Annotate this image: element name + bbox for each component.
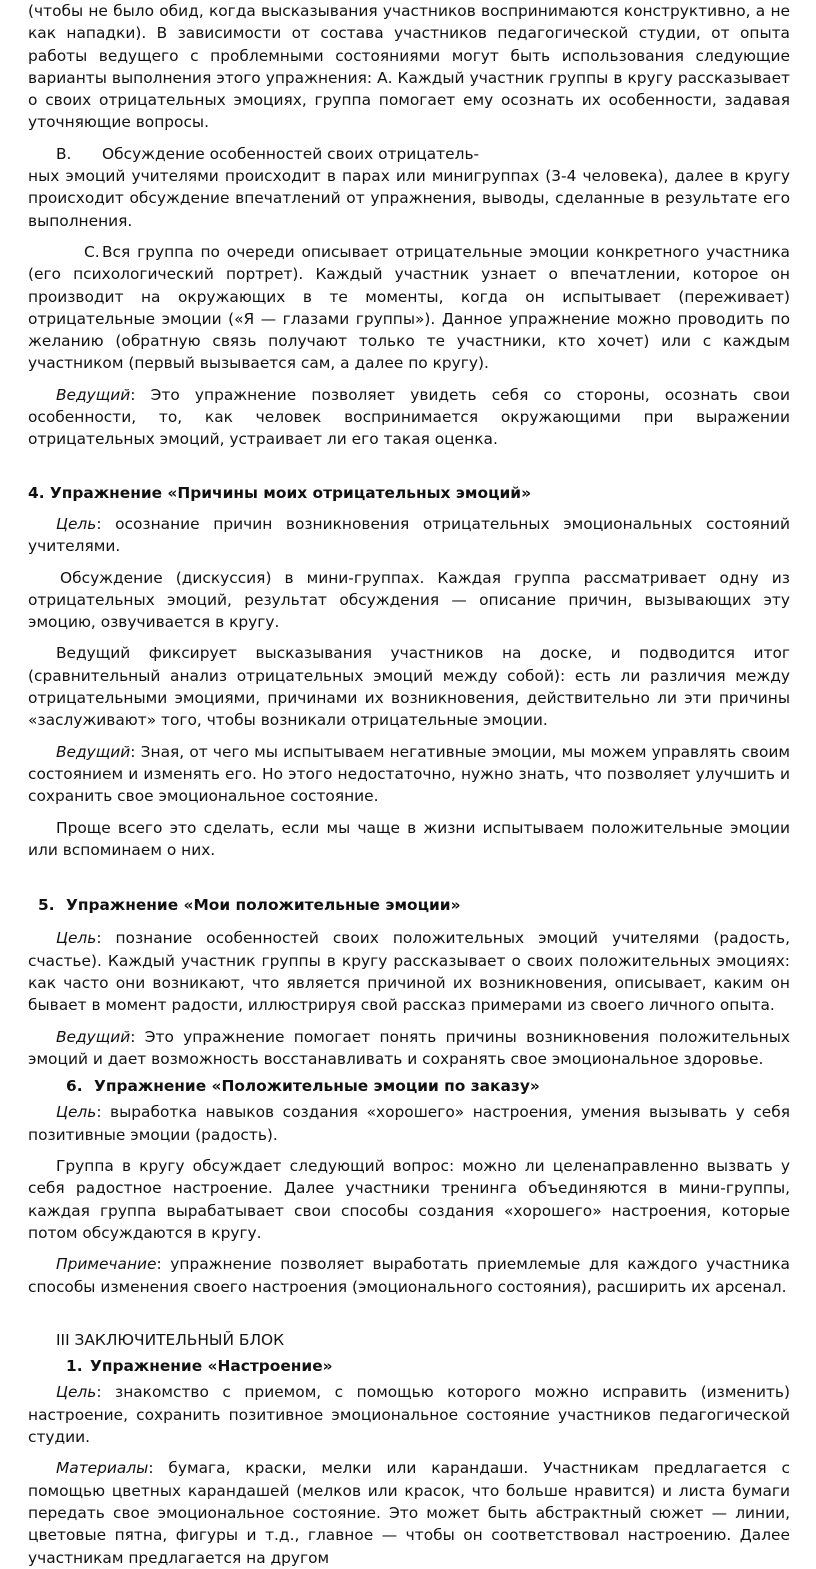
paragraph-note-6	[28, 1253, 790, 1298]
heading-exercise-5	[28, 894, 790, 916]
heading-title: Упражнение «Настроение»	[90, 1357, 333, 1376]
goal-text: : осознание причин возникновения отрицательных эмоциональных состояний учителями.	[28, 514, 790, 556]
variant-c-label: С.	[84, 242, 100, 261]
variant-b-first-line: Обсуждение особенностей своих отрицатель-	[102, 144, 480, 163]
paragraph-variants-intro: (чтобы не было обид, когда высказывания участников воспринимаются конструктивно, а не как нападки). В зависимости от состава участников педагогической студии, от опыта работы ведущего с проблемными состояниями могут быть использования следующие варианты выполнения этого упражнения: А. Каждый участник группы в кругу рассказывает о своих отрицательных эмоциях, группа помогает ему осознать их особенности, задавая уточняющие вопросы.	[28, 2, 790, 132]
paragraph-leader-fixes-4: Ведущий фиксирует высказывания участников на доске, и подводится итог (сравнительный анализ отрицательных эмоций между собой): есть ли различия между отрицательными эмоциями, причинами их возникновения, действительно ли эти причины «заслуживают» того, чтобы возникали отрицательные эмоции.	[28, 644, 790, 730]
paragraph-leader-5	[28, 1026, 790, 1071]
note-label: Примечание	[56, 1255, 157, 1274]
block-3-title: III ЗАКЛЮЧИТЕЛЬНЫЙ БЛОК	[56, 1330, 285, 1349]
paragraph-variant-b	[28, 143, 790, 165]
paragraph-goal-4	[28, 513, 790, 558]
paragraph-goal-final-1	[28, 1381, 790, 1448]
heading-number: 1.	[66, 1357, 83, 1376]
goal-label: Цель	[56, 929, 97, 948]
leader-label: Ведущий	[56, 1027, 131, 1046]
variant-c-text: Вся группа по очереди описывает отрицательные эмоции конкретного участника (его психологический портрет). Каждый участник узнает о впечатлении, которое он производит на окружающих в те моменты, когда он испытывает (переживает) отрицательные эмоции («Я — глазами группы»). Данное упражнение можно проводить по желанию (обратную связь получают только те участники, кто хочет) или с каждым участником (первый вызывается сам, а далее по кругу).	[28, 242, 790, 373]
materials-label: Материалы	[56, 1459, 149, 1478]
heading-exercise-6	[28, 1075, 790, 1097]
heading-final-exercise-1	[28, 1355, 790, 1377]
leader-text: : Это упражнение помогает понять причины возникновения положительных эмоций и дает возможность восстанавливать и сохранять свое эмоциональное здоровье.	[28, 1027, 790, 1068]
note-text: : упражнение позволяет выработать приемлемые для каждого участника способы изменения своего настроения (эмоционального состояния), расширить их арсенал.	[28, 1255, 790, 1296]
heading-number: 6.	[66, 1077, 83, 1096]
paragraph-simplest-way: Проще всего это сделать, если мы чаще в жизни испытываем положительные эмоции или вспоминаем о них.	[28, 818, 790, 859]
paragraph-group-6: Группа в кругу обсуждает следующий вопрос: можно ли целенаправленно вызвать у себя радостное настроение. Далее участники тренинга объединяются в мини-группы, каждая группа вырабатывает свои способы создания «хорошего» настроения, которые потом обсуждаются в кругу.	[28, 1157, 790, 1242]
heading-title: Упражнение «Мои положительные эмоции»	[66, 896, 461, 915]
leader-label: Ведущий	[56, 385, 131, 404]
materials-text: : бумага, краски, мелки или карандаши. Участникам предлагается с помощью цветных карандашей (мелков или красок, что больше нравится) и листа бумаги передать свое эмоциональное состояние. Это может быть абстрактный сюжет — линии, цветовые пятна, фигуры и т.д., главное — чтобы он соответствовал настроению. Далее участникам предлагается на другом	[28, 1459, 790, 1567]
variant-b-label: В.	[56, 144, 72, 163]
heading-number: 5.	[38, 896, 55, 915]
goal-text: : выработка навыков создания «хорошего» настроения, умения вызывать у себя позитивные эмоции (радость).	[28, 1103, 790, 1144]
goal-text: : познание особенностей своих положительных эмоций учителями (радость, счастье). Каждый участник группы в кругу рассказывает о своих положительных эмоциях: как часто они возникают, что является причиной их возникновения, описывает, каким он бывает в момент радости, иллюстрируя свой рассказ примерами из своего личного опыта.	[28, 929, 790, 1015]
paragraph-goal-6	[28, 1101, 790, 1146]
paragraph-leader-4	[28, 741, 790, 808]
goal-label: Цель	[56, 1103, 97, 1122]
paragraph-discussion-4: Обсуждение (дискуссия) в мини-группах. Каждая группа рассматривает одну из отрицательных эмоций, результат обсуждения — описание причин, вызывающих эту эмоцию, озвучивается в кругу.	[28, 568, 790, 632]
goal-text: : знакомство с приемом, с помощью которого можно исправить (изменить) настроение, сохранить позитивное эмоциональное состояние участников педагогической студии.	[28, 1383, 790, 1447]
leader-text: : Это упражнение позволяет увидеть себя со стороны, осознать свои особенности, то, как человек воспринимается окружающими при выражении отрицательных эмоций, устраивает ли его такая оценка.	[28, 385, 790, 449]
goal-label: Цель	[56, 1383, 97, 1402]
goal-label: Цель	[56, 514, 97, 533]
heading-title: Упражнение «Положительные эмоции по заказу»	[94, 1077, 540, 1096]
leader-label: Ведущий	[56, 742, 131, 761]
paragraph-variant-b-continued: ных эмоций учителями происходит в парах или минигруппах (3-4 человека), далее в кругу происходит обсуждение впечатлений от упражнения, выводы, сделанные в результате его выполнения.	[28, 167, 790, 230]
paragraph-materials-final-1	[28, 1457, 790, 1568]
heading-exercise-4: 4. Упражнение «Причины моих отрицательных эмоций»	[28, 483, 532, 502]
leader-text: : Зная, от чего мы испытываем негативные эмоции, мы можем управлять своим состоянием и изменять его. Но этого недостаточно, нужно знать, что позволяет улучшить и сохранить свое эмоциональное состояние.	[28, 742, 790, 806]
paragraph-variant-c	[28, 241, 790, 375]
paragraph-leader-1	[28, 384, 790, 451]
paragraph-goal-5	[28, 927, 790, 1016]
